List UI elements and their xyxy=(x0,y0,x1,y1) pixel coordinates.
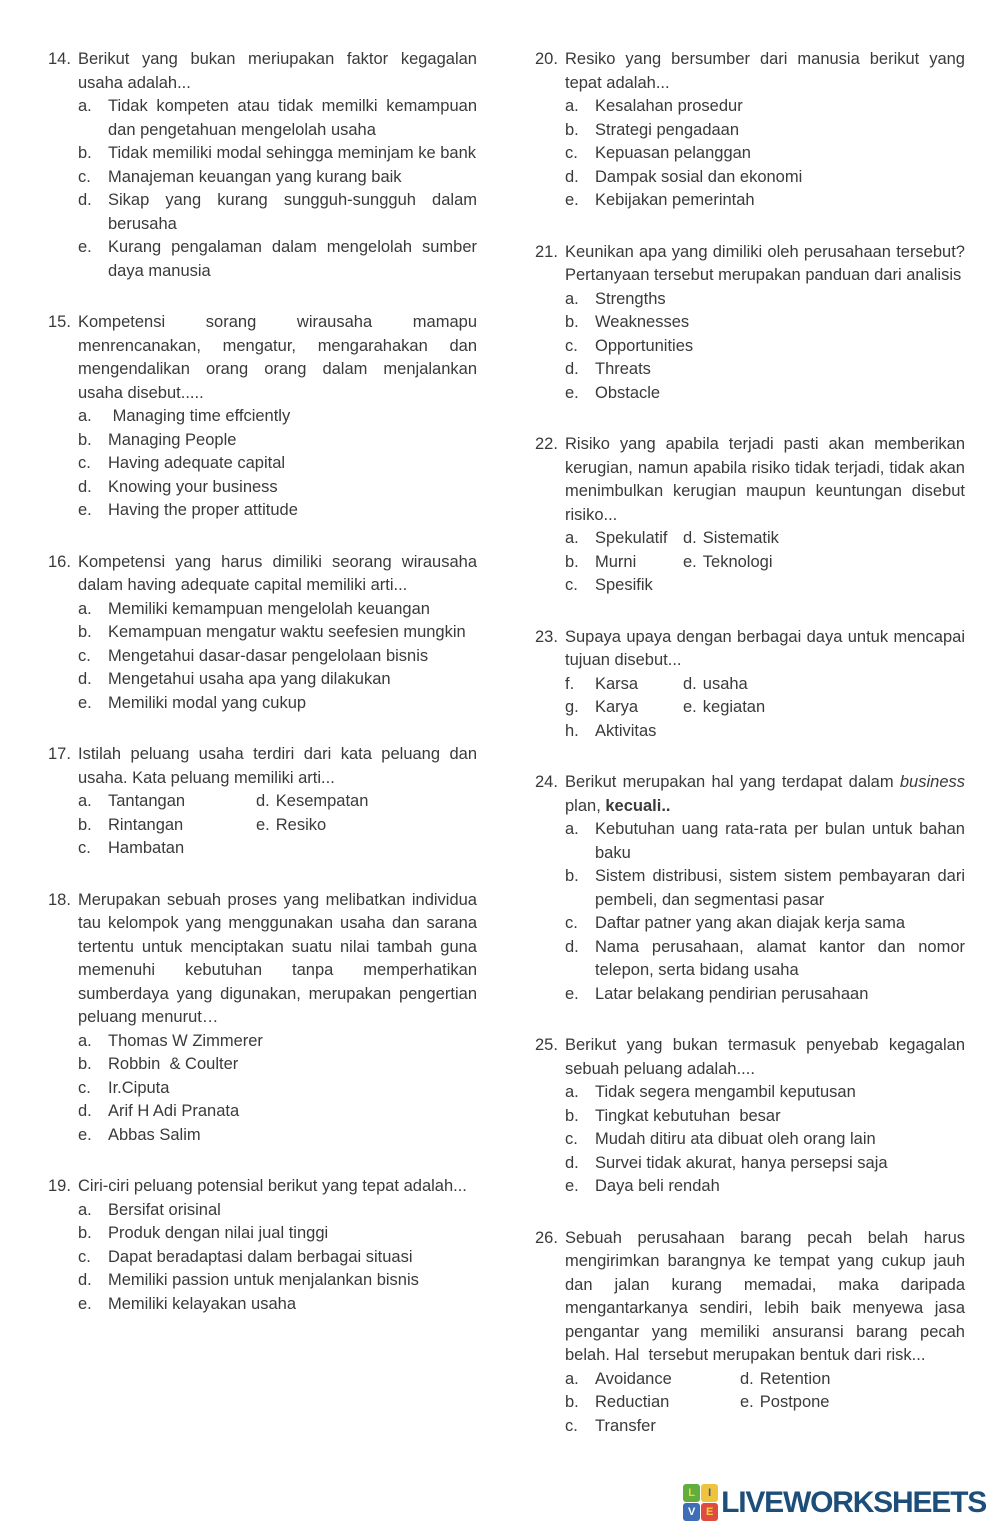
option-letter: d. xyxy=(683,529,697,547)
option-row xyxy=(535,720,965,744)
question-number: 23. xyxy=(535,627,558,646)
option-letter: b. xyxy=(565,120,579,139)
option-text: Tidak memiliki modal sehingga meminjam ke bank xyxy=(108,144,477,162)
option-row xyxy=(535,1175,965,1199)
option-letter: e. xyxy=(565,383,579,402)
option-letter: b. xyxy=(565,552,579,571)
option-letter: d. xyxy=(683,674,697,693)
option-letter: a. xyxy=(78,792,92,810)
option-letter: a. xyxy=(565,529,579,547)
option-text: Resiko xyxy=(275,815,327,834)
option-text: usaha xyxy=(702,674,748,693)
option-row xyxy=(535,1081,965,1105)
option-text: Dampak sosial dan ekonomi xyxy=(595,167,803,186)
option-text: Reductian xyxy=(595,1393,670,1411)
question-options xyxy=(535,673,965,744)
option-letter: a. xyxy=(78,97,92,115)
option-letter: e. xyxy=(683,698,697,716)
option-row xyxy=(535,1152,965,1176)
option-row xyxy=(48,1077,477,1101)
question-options xyxy=(535,288,965,406)
option-row xyxy=(48,1293,477,1317)
question-text: Berikut yang bukan meriupakan faktor kegagalan usaha adalah... xyxy=(78,50,482,92)
option-row xyxy=(48,499,477,523)
option-text: Memiliki modal yang cukup xyxy=(108,693,307,712)
option-text: Teknologi xyxy=(702,552,773,571)
option-letter: f. xyxy=(565,674,575,693)
option-letter: e. xyxy=(565,1177,579,1195)
question-options xyxy=(535,527,965,598)
option-row xyxy=(48,405,477,429)
option-row xyxy=(48,598,477,622)
option-text: Tidak kompeten atau tidak memilki kemampuan dan pengetahuan mengelolah usaha xyxy=(108,97,482,139)
option-text: Daya beli rendah xyxy=(595,1177,720,1195)
option-row xyxy=(535,142,965,166)
option-text: Hambatan xyxy=(108,839,185,857)
question-text: Sebuah perusahaan barang pecah belah harus mengirimkan barangnya ke tempat yang cukup jauh dan jalan kurang memadai, maka daripada mengantarkanya sendiri, lebih baik menyewa jasa pengantar yang memiliki ansuransi barang pecah belah. Hal tersebut merupakan bentuk dari risk... xyxy=(565,1228,975,1364)
option-text: Abbas Salim xyxy=(108,1125,201,1144)
option-text: Kurang pengalaman dalam mengelolah sumber daya manusia xyxy=(108,238,482,280)
option-letter: c. xyxy=(565,144,578,162)
question-head xyxy=(48,889,482,1030)
question-text: Kompetensi sorang wirausaha mamapu menrencanakan, mengatur, mengarahakan dan mengendalikan orang orang dalam menjalankan usaha disebut..... xyxy=(78,313,482,402)
liveworksheets-logo-text: LIVEWORKSHEETS xyxy=(721,1485,986,1519)
option-row xyxy=(535,1391,965,1415)
option-text: Transfer xyxy=(595,1416,656,1435)
option-text: Memiliki kemampuan mengelolah keuangan xyxy=(108,599,430,618)
option-letter: b. xyxy=(565,1106,579,1125)
option-text: Tidak segera mengambil keputusan xyxy=(595,1083,856,1101)
option-letter: d. xyxy=(78,1102,92,1120)
option-text: Karsa xyxy=(595,674,639,693)
option-letter: e. xyxy=(683,552,697,571)
option-row xyxy=(48,1246,477,1270)
option-letter: e. xyxy=(740,1393,754,1411)
question-head xyxy=(535,626,970,673)
option-text: Strengths xyxy=(595,289,666,308)
option-text: Survei tidak akurat, hanya persepsi saja xyxy=(595,1153,888,1172)
question-text: Keunikan apa yang dimiliki oleh perusahaan tersebut? Pertanyaan tersebut merupakan panduan dari analisis xyxy=(565,242,970,284)
question-number: 24. xyxy=(535,773,558,791)
question-number: 22. xyxy=(535,435,558,453)
option-letter: d. xyxy=(565,937,579,956)
option-letter: b. xyxy=(565,867,579,885)
option-letter: c. xyxy=(78,839,91,857)
question xyxy=(48,889,482,1148)
option-letter: a. xyxy=(565,1369,579,1388)
question-head xyxy=(535,433,970,527)
option-row xyxy=(535,382,965,406)
option-text: Produk dengan nilai jual tinggi xyxy=(108,1224,329,1242)
option-row xyxy=(535,574,965,598)
question xyxy=(535,241,970,406)
option-text: Strategi pengadaan xyxy=(595,120,740,139)
question-number: 18. xyxy=(48,890,71,909)
option-letter: d. xyxy=(78,191,92,209)
option-text: Kepuasan pelanggan xyxy=(595,144,751,162)
option-letter: c. xyxy=(78,167,91,186)
question-options xyxy=(48,790,477,861)
option-letter: a. xyxy=(78,599,92,618)
option-text: Ir.Ciputa xyxy=(108,1078,170,1097)
question-options xyxy=(48,598,477,716)
option-letter: d. xyxy=(78,477,92,496)
option-row xyxy=(48,1124,477,1148)
option-row xyxy=(535,673,965,697)
question-head xyxy=(535,771,970,818)
option-letter: a. xyxy=(565,289,579,308)
question-options xyxy=(535,1081,965,1199)
option-letter: d. xyxy=(78,1271,92,1289)
option-row xyxy=(535,358,965,382)
option-letter: b. xyxy=(78,1055,92,1073)
option-letter: h. xyxy=(565,721,579,740)
question xyxy=(535,771,970,1006)
option-letter: a. xyxy=(565,820,579,838)
option-row xyxy=(535,1415,965,1439)
question-number: 26. xyxy=(535,1228,558,1247)
question-head xyxy=(535,1034,970,1081)
question-column-right xyxy=(535,48,975,1466)
question-options xyxy=(48,95,482,283)
option-text: Having adequate capital xyxy=(108,454,286,472)
question xyxy=(48,551,482,716)
option-letter: b. xyxy=(565,313,579,331)
option-letter: e. xyxy=(256,815,270,834)
logo-tile-i-icon: I xyxy=(701,1484,718,1502)
question-options xyxy=(535,95,965,213)
option-row xyxy=(48,1100,477,1124)
question-number: 16. xyxy=(48,552,71,571)
option-row xyxy=(48,142,477,166)
question-head xyxy=(535,48,970,95)
option-text: Kebijakan pemerintah xyxy=(595,191,755,209)
option-text: Bersifat orisinal xyxy=(108,1200,221,1219)
option-text: Memiliki passion untuk menjalankan bisnis xyxy=(108,1271,419,1289)
question-text xyxy=(565,771,970,818)
option-text: Spekulatif xyxy=(595,529,668,547)
option-text: Avoidance xyxy=(595,1369,672,1388)
logo-tile-e-icon: E xyxy=(701,1503,718,1521)
option-text: Knowing your business xyxy=(108,477,278,496)
option-text: Murni xyxy=(595,552,637,571)
option-row xyxy=(535,1368,965,1392)
question-number: 21. xyxy=(535,242,558,261)
option-letter: b. xyxy=(78,144,92,162)
liveworksheets-logo[interactable] xyxy=(683,1484,986,1521)
option-text: Retention xyxy=(759,1369,831,1388)
option-text: Kesempatan xyxy=(275,792,369,810)
option-row xyxy=(48,1269,477,1293)
question-options xyxy=(535,818,970,1006)
option-letter: a. xyxy=(565,97,579,115)
question-text-run: Berikut merupakan hal yang terdapat dalam xyxy=(565,773,900,791)
logo-tile-l-icon: L xyxy=(683,1484,700,1502)
question-head xyxy=(535,241,970,288)
option-letter: c. xyxy=(78,1247,91,1266)
option-text: Obstacle xyxy=(595,383,661,402)
option-letter: d. xyxy=(78,670,92,688)
option-row xyxy=(48,476,477,500)
option-row xyxy=(535,189,965,213)
option-letter: b. xyxy=(78,430,92,449)
option-text: Tingkat kebutuhan besar xyxy=(595,1106,781,1125)
option-row xyxy=(48,95,482,142)
option-row xyxy=(535,696,965,720)
option-letter: e. xyxy=(78,693,92,712)
option-letter: c. xyxy=(78,454,91,472)
question xyxy=(535,1227,975,1439)
option-row xyxy=(48,692,477,716)
option-text: Arif H Adi Pranata xyxy=(108,1102,240,1120)
option-text: Manajeman keuangan yang kurang baik xyxy=(108,167,402,186)
option-text: Latar belakang pendirian perusahaan xyxy=(595,984,869,1003)
question-text: Kompetensi yang harus dimiliki seorang wirausaha dalam having adequate capital memiliki arti... xyxy=(78,552,482,594)
option-letter: a. xyxy=(78,407,92,425)
option-letter: g. xyxy=(565,698,579,716)
option-row xyxy=(48,814,477,838)
option-text: Spesifik xyxy=(595,576,653,594)
option-row xyxy=(48,1222,477,1246)
option-letter: c. xyxy=(565,336,578,355)
option-letter: c. xyxy=(565,914,578,932)
question xyxy=(48,48,482,283)
option-letter: b. xyxy=(78,1224,92,1242)
option-text: Sistematik xyxy=(702,529,779,547)
option-row xyxy=(48,1053,477,1077)
question-head xyxy=(48,1175,477,1199)
option-text: Thomas W Zimmerer xyxy=(108,1031,263,1050)
option-letter: c. xyxy=(565,576,578,594)
option-text: Daftar patner yang akan diajak kerja sama xyxy=(595,914,906,932)
option-letter: d. xyxy=(565,360,579,378)
question-text: Berikut yang bukan termasuk penyebab kegagalan sebuah peluang adalah.... xyxy=(565,1036,970,1078)
question xyxy=(48,743,482,861)
option-row xyxy=(535,166,965,190)
question-text-run: kecuali.. xyxy=(605,796,671,815)
option-row xyxy=(535,288,965,312)
question-options xyxy=(48,1030,477,1148)
question-number: 14. xyxy=(48,50,71,68)
question-options xyxy=(535,1368,965,1439)
option-row xyxy=(535,818,970,865)
option-letter: e. xyxy=(78,501,92,519)
question xyxy=(48,1175,477,1316)
option-text: Dapat beradaptasi dalam berbagai situasi xyxy=(108,1247,413,1266)
option-row xyxy=(535,912,965,936)
liveworksheets-grid-icon xyxy=(683,1484,718,1521)
option-text: Having the proper attitude xyxy=(108,501,298,519)
option-row xyxy=(48,621,477,645)
option-letter: d. xyxy=(256,792,270,810)
question-number: 15. xyxy=(48,313,71,331)
option-text: Sistem distribusi, sistem sistem pembayaran dari pembeli, dan segmentasi pasar xyxy=(595,867,970,909)
option-text: Mengetahui usaha apa yang dilakukan xyxy=(108,670,391,688)
option-letter: b. xyxy=(78,623,92,641)
question-text: Ciri-ciri peluang potensial berikut yang tepat adalah... xyxy=(78,1177,467,1195)
option-letter: d. xyxy=(565,1153,579,1172)
option-row xyxy=(48,166,477,190)
option-row xyxy=(48,1030,477,1054)
option-row xyxy=(535,95,965,119)
option-row xyxy=(535,1128,965,1152)
option-text: Aktivitas xyxy=(595,721,657,740)
question xyxy=(535,1034,970,1199)
option-row xyxy=(535,311,965,335)
option-row xyxy=(535,1105,965,1129)
option-text: kegiatan xyxy=(702,698,766,716)
question-text: Merupakan sebuah proses yang melibatkan individua tau kelompok yang menggunakan usaha dan sarana tertentu untuk menciptakan suatu nilai tambah guna memenuhi kebutuhan tanpa memperhatikan sumberdaya yang digunakan, merupakan pengertian peluang menurut… xyxy=(78,890,482,1026)
option-letter: a. xyxy=(78,1200,92,1219)
option-row xyxy=(48,645,477,669)
option-row xyxy=(48,236,482,283)
question-head xyxy=(48,311,482,405)
question xyxy=(535,48,970,213)
option-text: Mudah ditiru ata dibuat oleh orang lain xyxy=(595,1130,876,1148)
option-row xyxy=(48,837,477,861)
option-letter: e. xyxy=(565,984,579,1003)
question-number: 20. xyxy=(535,50,558,68)
question-text: Istilah peluang usaha terdiri dari kata peluang dan usaha. Kata peluang memiliki arti... xyxy=(78,745,482,787)
option-row xyxy=(535,119,965,143)
option-letter: c. xyxy=(565,1130,578,1148)
option-row xyxy=(535,335,965,359)
option-letter: e. xyxy=(565,191,579,209)
option-text: Mengetahui dasar-dasar pengelolaan bisnis xyxy=(108,646,429,665)
option-text: Tantangan xyxy=(108,792,186,810)
option-row xyxy=(48,790,477,814)
option-text: Weaknesses xyxy=(595,313,690,331)
option-letter: e. xyxy=(78,1125,92,1144)
option-row xyxy=(48,668,477,692)
option-letter: c. xyxy=(78,646,91,665)
option-text: Opportunities xyxy=(595,336,694,355)
question-number: 25. xyxy=(535,1036,558,1054)
option-row xyxy=(48,429,477,453)
question-number: 17. xyxy=(48,745,71,763)
question-options xyxy=(48,405,477,523)
option-letter: a. xyxy=(565,1083,579,1101)
option-text: Managing People xyxy=(108,430,237,449)
option-letter: b. xyxy=(78,815,92,834)
option-letter: e. xyxy=(78,238,92,256)
logo-tile-v-icon: V xyxy=(683,1503,700,1521)
question-head xyxy=(48,48,482,95)
question xyxy=(535,433,970,598)
option-row xyxy=(535,983,965,1007)
question-text-run: plan, xyxy=(565,773,970,815)
question-text: Resiko yang bersumber dari manusia berikut yang tepat adalah... xyxy=(565,50,970,92)
option-text: Robbin & Coulter xyxy=(108,1055,239,1073)
option-letter: c. xyxy=(78,1078,91,1097)
question xyxy=(48,311,482,523)
option-text: Postpone xyxy=(759,1393,830,1411)
option-row xyxy=(48,452,477,476)
question xyxy=(535,626,970,744)
option-text: Kesalahan prosedur xyxy=(595,97,743,115)
option-row xyxy=(48,189,482,236)
option-row xyxy=(535,551,965,575)
question-head xyxy=(48,743,482,790)
option-row xyxy=(535,527,965,551)
option-text: Threats xyxy=(595,360,651,378)
option-text: Rintangan xyxy=(108,815,184,834)
option-text: Managing time effciently xyxy=(108,407,291,425)
option-text: Kemampuan mengatur waktu seefesien mungkin xyxy=(108,623,466,641)
option-row xyxy=(535,936,970,983)
question-number: 19. xyxy=(48,1177,71,1195)
question-text-run: business xyxy=(899,773,965,791)
option-letter: d. xyxy=(740,1369,754,1388)
option-letter: d. xyxy=(565,167,579,186)
option-text: Karya xyxy=(595,698,639,716)
question-text: Risiko yang apabila terjadi pasti akan memberikan kerugian, namun apabila risiko tidak terjadi, tidak akan menimbulkan kerugian maupun keuntungan disebut risiko... xyxy=(565,435,970,524)
option-text: Memiliki kelayakan usaha xyxy=(108,1294,297,1313)
question-head xyxy=(535,1227,975,1368)
option-letter: a. xyxy=(78,1031,92,1050)
question-head xyxy=(48,551,482,598)
option-text: Kebutuhan uang rata-rata per bulan untuk bahan baku xyxy=(595,820,970,862)
option-letter: c. xyxy=(565,1416,578,1435)
question-text: Supaya upaya dengan berbagai daya untuk mencapai tujuan disebut... xyxy=(565,627,970,669)
question-options xyxy=(48,1199,477,1317)
option-text: Sikap yang kurang sungguh-sungguh dalam berusaha xyxy=(108,191,482,233)
option-row xyxy=(535,865,970,912)
option-letter: b. xyxy=(565,1393,579,1411)
option-text: Nama perusahaan, alamat kantor dan nomor telepon, serta bidang usaha xyxy=(595,937,970,979)
option-letter: e. xyxy=(78,1294,92,1313)
option-row xyxy=(48,1199,477,1223)
question-column-left xyxy=(48,48,482,1466)
